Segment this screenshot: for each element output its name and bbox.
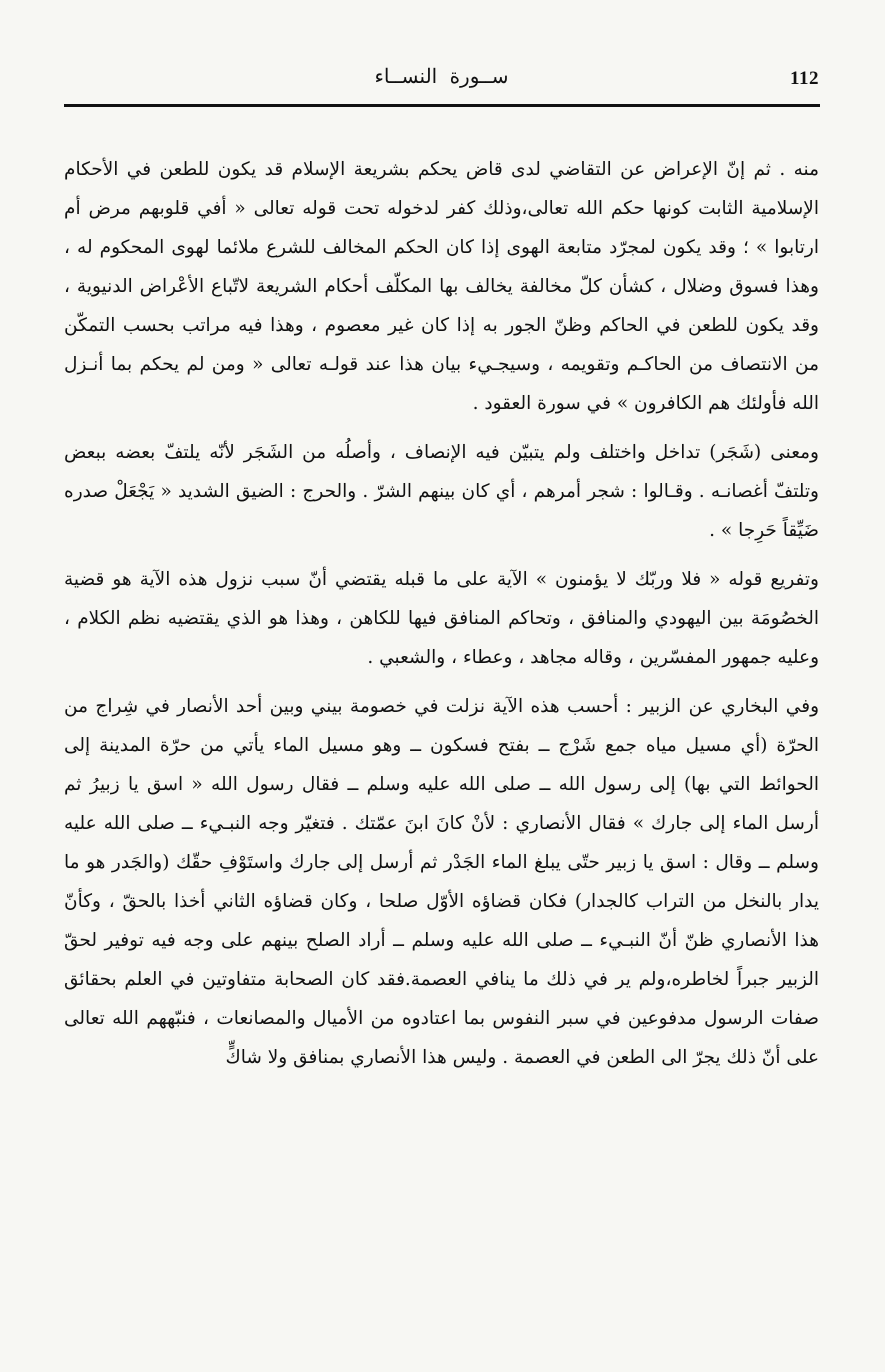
header-rule xyxy=(64,104,820,107)
paragraph: منه . ثم إنّ الإعراض عن التقاضي لدى قاض يحكم بشريعة الإسلام قد يكون للطعن في الأحكام الإسلامية الثابت كونها حكم الله تعالى،وذلك كفر لدخوله تحت قوله تعالى « أفي قلوبهم مرض أم ارتابوا » ؛ وقد يكون لمجرّد متابعة الهوى إذا كان الحكم المخالف للشرع ملائما لهوى المحكوم له ، وهذا فسوق وضلال ، كشأن كلّ مخالفة يخالف بها المكلّف أحكام الشريعة لاتّباع الأعْراض الدنيوية ، وقد يكون للطعن في الحاكم وظنّ الجور به إذا كان غير معصوم ، وهذا فيه مراتب بحسب التمكّن من الانتصاف من الحاكـم وتقويمه ، وسيجـيء بيان هذا عند قولـه تعالى « ومن لم يحكم بما أنـزل الله فأولئك هم الكافرون » في سورة العقود . xyxy=(64,159,819,414)
body-text xyxy=(64,150,819,1087)
paragraph: وتفريع قوله « فلا وربّك لا يؤمنون » الآية على ما قبله يقتضي أنّ سبب نزول هذه الآية هو قضية الخصُومَة بين اليهودي والمنافق ، وتحاكم المنافق فيها للكاهن ، وهذا هو الذي يقتضيه نظم الكلام ، وعليه جمهور المفسّرين ، وقاله مجاهد ، وعطاء ، والشعبي . xyxy=(64,569,819,668)
paragraph: وفي البخاري عن الزبير : أحسب هذه الآية نزلت في خصومة بيني وبين أحد الأنصار في شِراج من الحرّة (أي مسيل مياه جمع شَرْج ــ بفتح فسكون ــ وهو مسيل الماء يأتي من حرّة المدينة إلى الحوائط التي بها) إلى رسول الله ــ صلى الله عليه وسلم ــ فقال رسول الله « اسق يا زبيرُ ثم أرسل الماء إلى جارك » فقال الأنصاري : لأنْ كانَ ابنَ عمّتك . فتغيّر وجه النبـيء ــ صلى الله عليه وسلم ــ وقال : اسق يا زبير حتّى يبلغ الماء الجَدْر ثم أرسل إلى جارك واستَوْفِ حقّك (والجَدر هو ما يدار بالنخل من التراب كالجدار) فكان قضاؤه الأوّل صلحا ، وكان قضاؤه الثاني أخذا بالحقّ ، وكأنّ هذا الأنصاري ظنّ أنّ النبـيء ــ صلى الله عليه وسلم ــ أراد الصلح بينهم على وجه فيه توفير لحقّ الزبير جبراً لخاطره،ولم ير في ذلك ما ينافي العصمة.فقد كان الصحابة متفاوتين في العلم بحقائق صفات الرسول مدفوعين في سبر النفوس بما اعتادوه من الأميال والمصانعات ، فنبّههم الله تعالى على أنّ ذلك يجرّ الى الطعن في العصمة . وليس هذا الأنصاري بمنافق ولا شاكٍّ xyxy=(64,696,819,1068)
running-title: ســورة النســاء xyxy=(374,64,509,88)
page-header xyxy=(64,64,819,104)
page-number: 112 xyxy=(790,68,819,89)
paragraph: ومعنى (شَجَر) تداخل واختلف ولم يتبيّن فيه الإنصاف ، وأصلُه من الشَجَر لأنّه يلتفّ بعضه ببعض وتلتفّ أغصانـه . وقـالوا : شجر أمرهم ، أي كان بينهم الشرّ . والحرج : الضيق الشديد « يَجْعَلْ صدره ضَيِّقاً حَرِجا » . xyxy=(64,442,819,541)
